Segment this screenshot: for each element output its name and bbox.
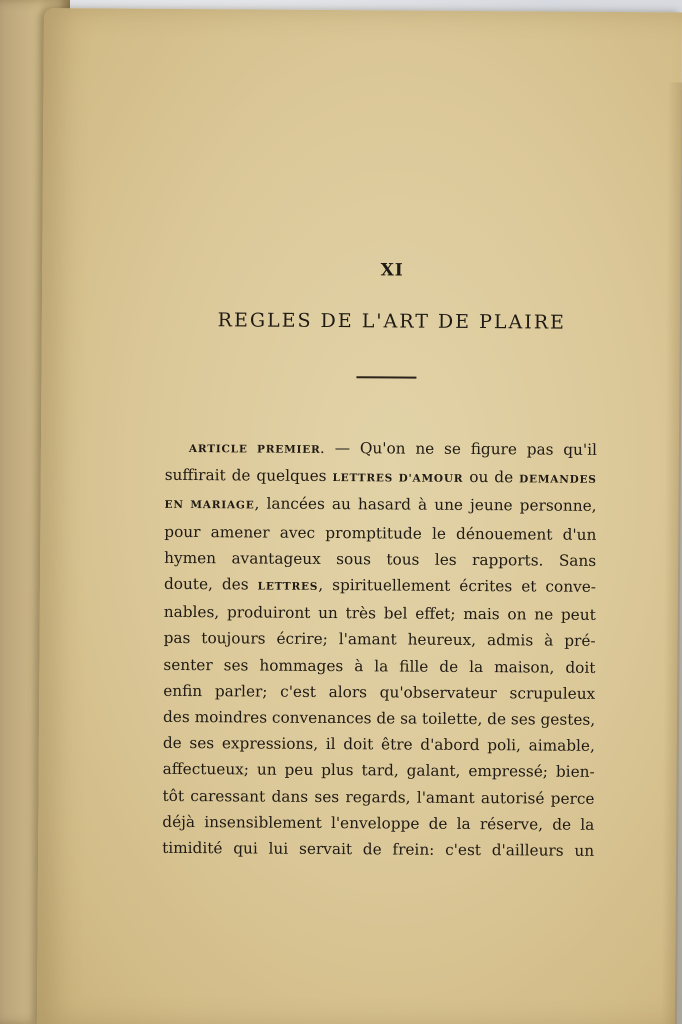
book-page xyxy=(37,8,682,1024)
text-line xyxy=(163,704,595,733)
chapter-title: REGLES DE L'ART DE PLAIRE xyxy=(217,309,567,334)
text-run: tôt caressant dans ses regards, l'amant autorisé perce xyxy=(162,786,595,808)
text-run: nables, produiront un très bel effet; mais on ne peut xyxy=(163,603,596,625)
small-caps-text: DEMANDES xyxy=(519,473,597,487)
text-run: des moindres convenances de sa toilette, de ses gestes, xyxy=(162,707,596,729)
text-line xyxy=(165,434,597,465)
text-run: hymen avantageux sous tous les rapports. Sans xyxy=(164,548,597,570)
small-caps-text: LETTRES D'AMOUR xyxy=(332,472,464,486)
text-run: doute, des xyxy=(163,574,258,594)
small-caps-text: EN MARIAGE xyxy=(164,499,255,512)
text-run: suffirait de quelques xyxy=(164,466,333,486)
small-caps-text: LETTRES xyxy=(257,580,319,593)
text-line xyxy=(162,782,594,811)
text-run: timidité qui lui servait de frein: c'est d'ailleurs un xyxy=(162,838,595,860)
text-run: affectueux; un peu plus tard, galant, empressé; bien- xyxy=(162,760,595,782)
text-line xyxy=(163,730,595,759)
text-line xyxy=(163,678,595,707)
text-line xyxy=(162,809,594,838)
text-line xyxy=(162,835,594,864)
text-run: , spirituellement écrites et conve- xyxy=(318,575,597,596)
text-line xyxy=(164,571,596,602)
text-line xyxy=(164,599,596,628)
title-divider xyxy=(356,376,416,378)
text-line xyxy=(164,545,596,574)
small-caps-text: ARTICLE PREMIER. xyxy=(188,443,326,456)
text-line xyxy=(165,462,597,493)
text-run: ou de xyxy=(463,468,520,487)
text-run: pour amener avec promptitude le dénouement d'un xyxy=(164,522,597,544)
page-shadow xyxy=(661,82,682,1024)
text-run: déjà insensiblement l'enveloppe de la réserve, de la xyxy=(162,812,595,834)
text-run: enfin parler; c'est alors qu'observateur scrupuleux xyxy=(163,681,596,703)
article-paragraph xyxy=(162,434,597,864)
text-run: — Qu'on ne se figure pas qu'il xyxy=(324,438,597,459)
text-run: , lancées au hasard à une jeune personne, xyxy=(254,494,597,516)
text-line xyxy=(164,490,596,521)
text-line xyxy=(164,518,596,547)
chapter-number: XI xyxy=(380,260,404,281)
text-run: de ses expressions, il doit être d'abord poli, aimable, xyxy=(162,734,595,756)
text-line xyxy=(164,625,596,654)
text-line xyxy=(163,756,595,785)
text-run: senter ses hommages à la fille de la maison, doit xyxy=(163,655,596,677)
text-run: pas toujours écrire; l'amant heureux, admis à pré- xyxy=(163,629,596,651)
text-line xyxy=(163,651,595,680)
